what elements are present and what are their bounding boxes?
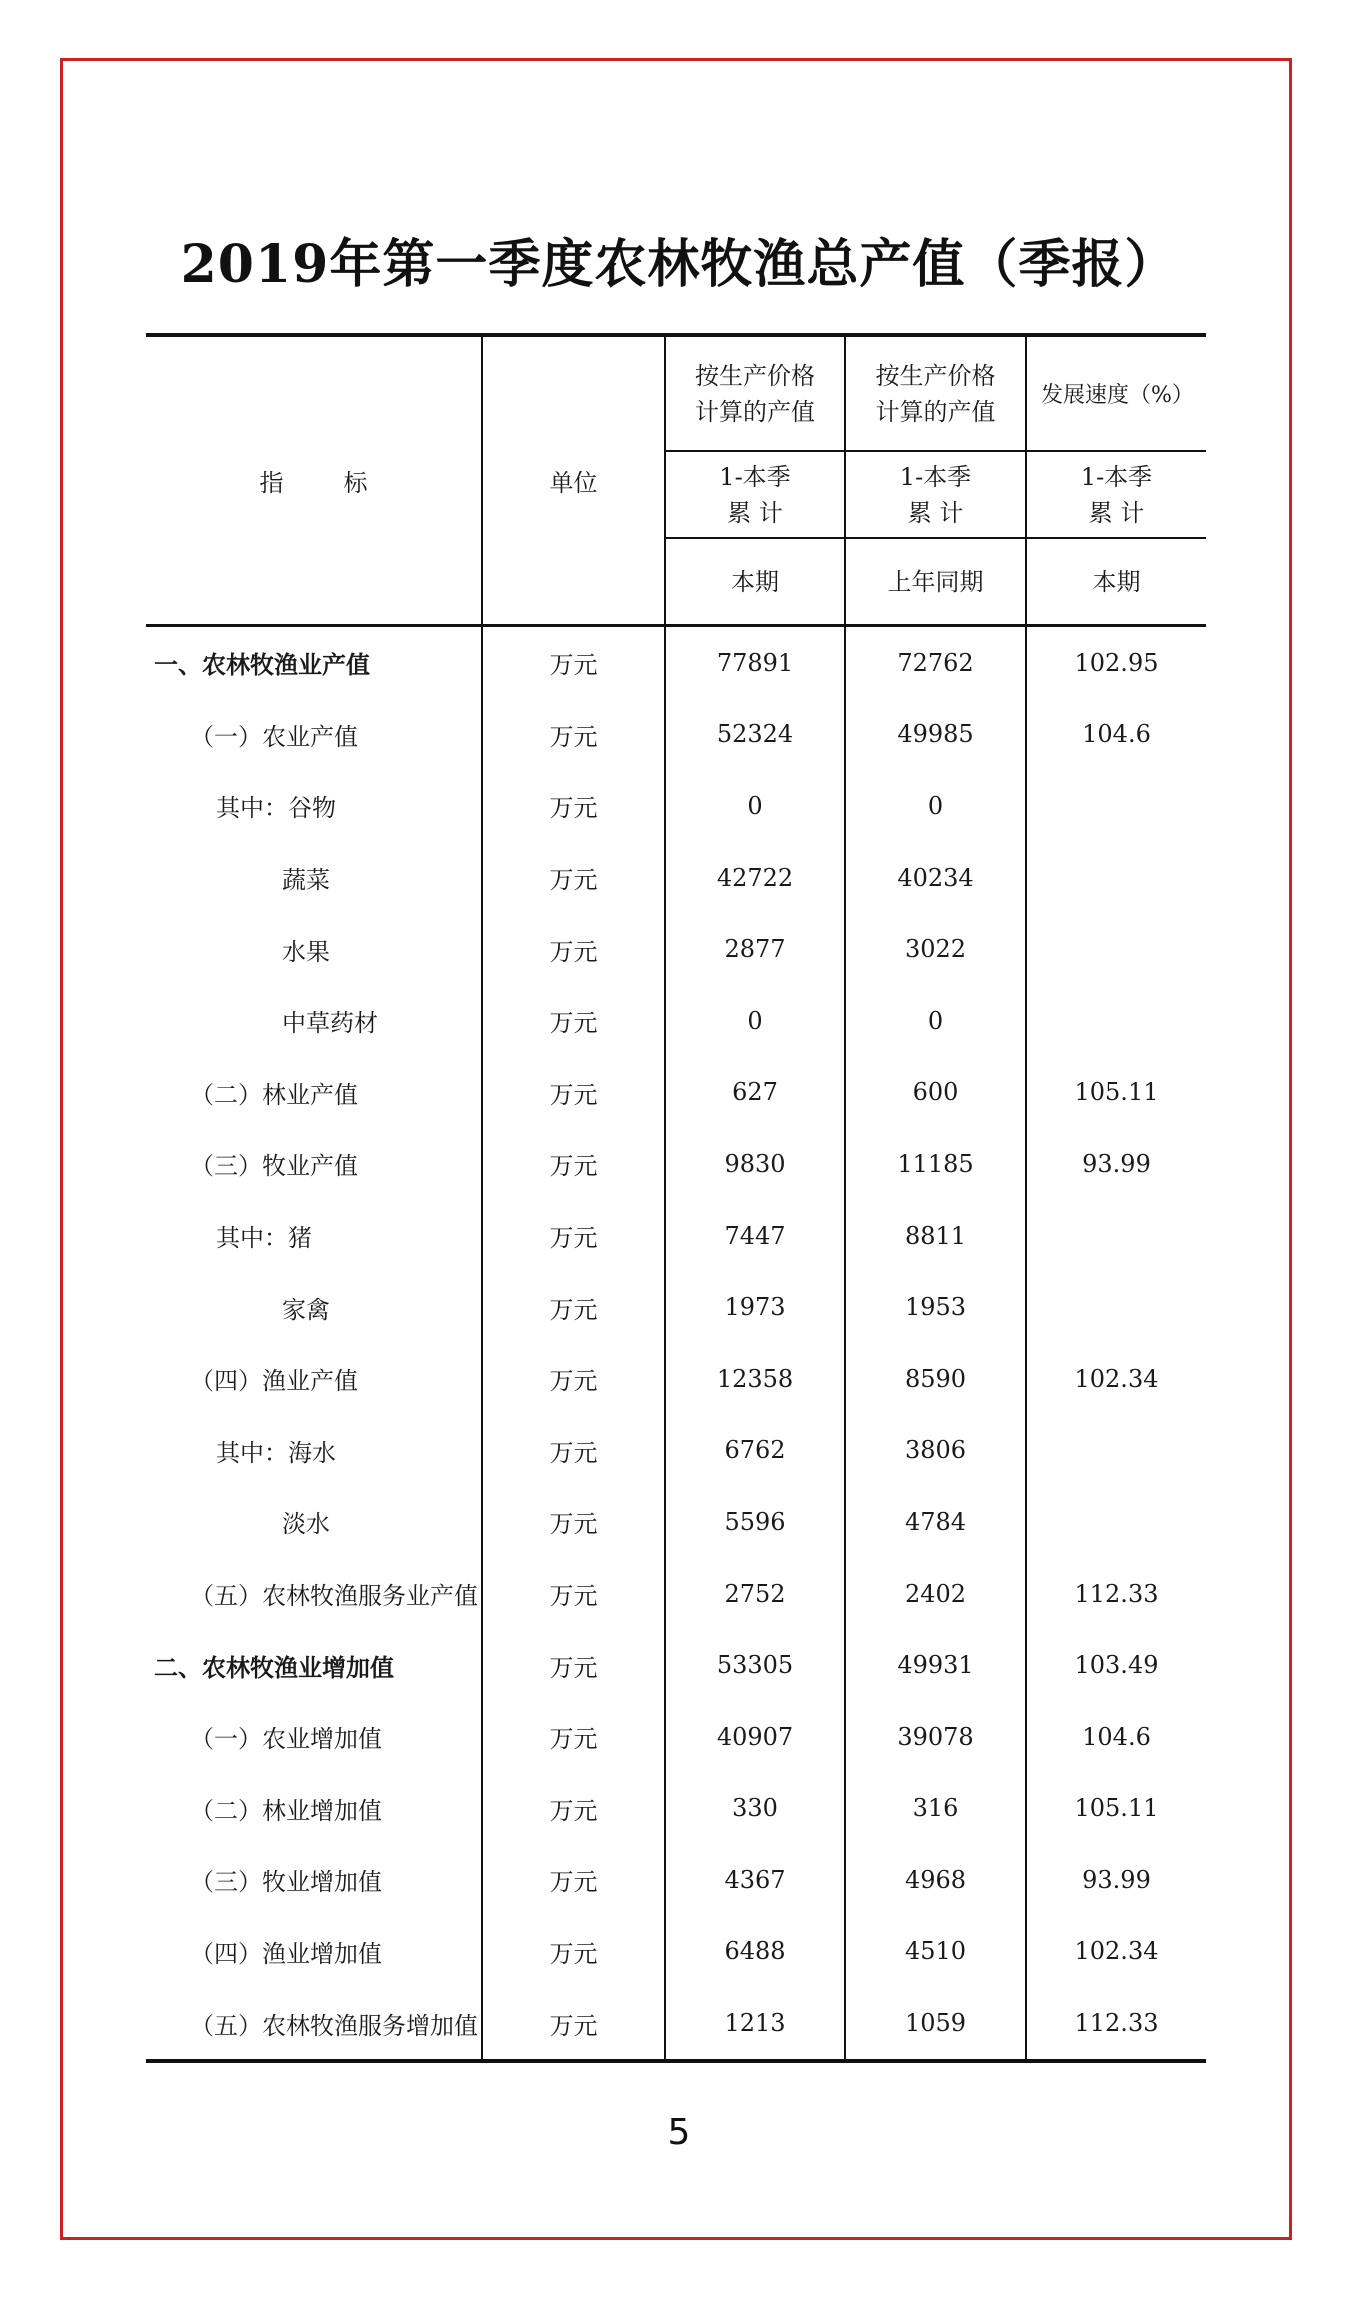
table-row <box>146 1773 1206 1845</box>
table-row <box>146 1701 1206 1773</box>
row-current-value: 52324 <box>665 699 845 771</box>
row-unit: 万元 <box>482 1415 665 1487</box>
header-period-current <box>665 451 845 538</box>
row-growth-rate: 102.34 <box>1026 1343 1206 1415</box>
output-value-table <box>146 333 1206 2063</box>
row-growth-rate: 104.6 <box>1026 1701 1206 1773</box>
header-value-current <box>665 335 845 451</box>
row-growth-rate: 93.99 <box>1026 1128 1206 1200</box>
row-indicator: 一、农林牧渔业产值 <box>154 651 370 680</box>
table-row <box>146 842 1206 914</box>
row-current-value: 7447 <box>665 1200 845 1272</box>
row-previous-value: 0 <box>845 985 1026 1057</box>
row-indicator: （一）农业产值 <box>190 722 358 751</box>
row-indicator: （三）牧业产值 <box>190 1152 358 1181</box>
row-previous-value: 40234 <box>845 842 1026 914</box>
table-header <box>146 335 1206 626</box>
row-indicator: （二）林业产值 <box>190 1080 358 1109</box>
header-sub-previous: 上年同期 <box>845 538 1026 626</box>
row-indicator: 中草药材 <box>282 1009 378 1038</box>
row-growth-rate <box>1026 842 1206 914</box>
row-current-value: 2752 <box>665 1558 845 1630</box>
row-growth-rate <box>1026 1415 1206 1487</box>
row-indicator: 蔬菜 <box>282 866 330 895</box>
row-unit: 万元 <box>482 1987 665 2061</box>
row-unit: 万元 <box>482 770 665 842</box>
header-period-previous-line2: 累 计 <box>907 498 964 527</box>
row-growth-rate: 112.33 <box>1026 1987 1206 2061</box>
row-unit: 万元 <box>482 913 665 985</box>
row-previous-value: 3806 <box>845 1415 1026 1487</box>
header-period-growth-line2: 累 计 <box>1088 498 1145 527</box>
row-current-value: 627 <box>665 1057 845 1129</box>
table-row <box>146 913 1206 985</box>
row-indicator: （四）渔业产值 <box>190 1367 358 1396</box>
row-indicator: 二、农林牧渔业增加值 <box>154 1653 394 1682</box>
row-indicator: （四）渔业增加值 <box>190 1939 382 1968</box>
row-previous-value: 4968 <box>845 1844 1026 1916</box>
row-unit: 万元 <box>482 1844 665 1916</box>
table-row <box>146 1200 1206 1272</box>
table-row <box>146 1844 1206 1916</box>
row-indicator: 其中：谷物 <box>216 794 336 823</box>
row-previous-value: 39078 <box>845 1701 1026 1773</box>
row-current-value: 12358 <box>665 1343 845 1415</box>
table-row <box>146 1415 1206 1487</box>
row-growth-rate: 102.34 <box>1026 1916 1206 1988</box>
row-previous-value: 4510 <box>845 1916 1026 1988</box>
header-value-current-line2: 计算的产值 <box>695 397 815 426</box>
row-growth-rate: 112.33 <box>1026 1558 1206 1630</box>
row-growth-rate <box>1026 1271 1206 1343</box>
row-current-value: 0 <box>665 985 845 1057</box>
row-indicator: 水果 <box>282 937 330 966</box>
row-growth-rate <box>1026 913 1206 985</box>
row-unit: 万元 <box>482 699 665 771</box>
row-growth-rate: 105.11 <box>1026 1057 1206 1129</box>
row-indicator: 淡水 <box>282 1510 330 1539</box>
header-growth-rate: 发展速度（%） <box>1026 335 1206 451</box>
row-indicator: 家禽 <box>282 1295 330 1324</box>
header-value-previous-line2: 计算的产值 <box>875 397 996 426</box>
header-value-previous <box>845 335 1026 451</box>
row-current-value: 2877 <box>665 913 845 985</box>
row-current-value: 0 <box>665 770 845 842</box>
row-unit: 万元 <box>482 1629 665 1701</box>
table-row <box>146 1343 1206 1415</box>
row-current-value: 77891 <box>665 626 845 699</box>
row-current-value: 42722 <box>665 842 845 914</box>
row-growth-rate <box>1026 985 1206 1057</box>
table-row <box>146 1987 1206 2061</box>
header-sub-current: 本期 <box>665 538 845 626</box>
row-unit: 万元 <box>482 1773 665 1845</box>
row-previous-value: 11185 <box>845 1128 1026 1200</box>
header-period-previous-line1: 1-本季 <box>899 462 972 491</box>
row-indicator: （五）农林牧渔服务业产值 <box>190 1582 478 1611</box>
row-indicator: （一）农业增加值 <box>190 1725 382 1754</box>
row-growth-rate <box>1026 1200 1206 1272</box>
row-previous-value: 8590 <box>845 1343 1026 1415</box>
row-growth-rate: 103.49 <box>1026 1629 1206 1701</box>
row-current-value: 1973 <box>665 1271 845 1343</box>
table-row <box>146 1916 1206 1988</box>
page-title: 2019年第一季度农林牧渔总产值（季报） <box>180 234 1178 295</box>
table-row <box>146 626 1206 699</box>
table-row <box>146 1486 1206 1558</box>
header-indicator-char-2: 标 <box>343 469 368 497</box>
table-body <box>146 626 1206 2061</box>
row-current-value: 1213 <box>665 1987 845 2061</box>
row-previous-value: 1953 <box>845 1271 1026 1343</box>
row-growth-rate: 105.11 <box>1026 1773 1206 1845</box>
header-value-current-line1: 按生产价格 <box>695 361 815 390</box>
table-row <box>146 699 1206 771</box>
table-row <box>146 1057 1206 1129</box>
row-current-value: 40907 <box>665 1701 845 1773</box>
row-previous-value: 49985 <box>845 699 1026 771</box>
row-unit: 万元 <box>482 985 665 1057</box>
header-sub-growth: 本期 <box>1026 538 1206 626</box>
header-value-previous-line1: 按生产价格 <box>875 361 996 390</box>
row-previous-value: 3022 <box>845 913 1026 985</box>
row-unit: 万元 <box>482 1916 665 1988</box>
row-growth-rate <box>1026 1486 1206 1558</box>
row-indicator: （二）林业增加值 <box>190 1796 382 1825</box>
header-period-growth <box>1026 451 1206 538</box>
row-current-value: 6488 <box>665 1916 845 1988</box>
row-growth-rate: 104.6 <box>1026 699 1206 771</box>
header-indicator-char-1: 指 <box>259 469 284 497</box>
table-row <box>146 1128 1206 1200</box>
row-previous-value: 49931 <box>845 1629 1026 1701</box>
row-unit: 万元 <box>482 1271 665 1343</box>
header-period-current-line1: 1-本季 <box>719 462 791 491</box>
table-row <box>146 985 1206 1057</box>
row-unit: 万元 <box>482 842 665 914</box>
row-unit: 万元 <box>482 1343 665 1415</box>
row-previous-value: 1059 <box>845 1987 1026 2061</box>
row-previous-value: 72762 <box>845 626 1026 699</box>
row-growth-rate <box>1026 770 1206 842</box>
header-period-growth-line1: 1-本季 <box>1080 462 1153 491</box>
row-previous-value: 600 <box>845 1057 1026 1129</box>
row-current-value: 5596 <box>665 1486 845 1558</box>
row-previous-value: 0 <box>845 770 1026 842</box>
row-previous-value: 8811 <box>845 1200 1026 1272</box>
row-unit: 万元 <box>482 1200 665 1272</box>
row-indicator: （三）牧业增加值 <box>190 1868 382 1897</box>
row-previous-value: 316 <box>845 1773 1026 1845</box>
row-indicator: 其中：海水 <box>216 1438 336 1467</box>
row-unit: 万元 <box>482 1701 665 1773</box>
header-period-previous <box>845 451 1026 538</box>
row-unit: 万元 <box>482 1128 665 1200</box>
table-row <box>146 1271 1206 1343</box>
row-previous-value: 2402 <box>845 1558 1026 1630</box>
table-row <box>146 1629 1206 1701</box>
row-previous-value: 4784 <box>845 1486 1026 1558</box>
row-current-value: 9830 <box>665 1128 845 1200</box>
row-current-value: 330 <box>665 1773 845 1845</box>
page-number: 5 <box>667 2112 691 2153</box>
row-growth-rate: 102.95 <box>1026 626 1206 699</box>
row-growth-rate: 93.99 <box>1026 1844 1206 1916</box>
table-row <box>146 770 1206 842</box>
row-indicator: （五）农林牧渔服务增加值 <box>146 1987 482 2061</box>
row-unit: 万元 <box>482 626 665 699</box>
row-indicator: 其中：猪 <box>216 1224 312 1253</box>
row-unit: 万元 <box>482 1558 665 1630</box>
row-unit: 万元 <box>482 1057 665 1129</box>
row-unit: 万元 <box>482 1486 665 1558</box>
row-current-value: 6762 <box>665 1415 845 1487</box>
header-indicator <box>146 335 482 626</box>
header-unit: 单位 <box>482 335 665 626</box>
header-period-current-line2: 累 计 <box>727 498 783 527</box>
table-row <box>146 1558 1206 1630</box>
row-current-value: 53305 <box>665 1629 845 1701</box>
row-current-value: 4367 <box>665 1844 845 1916</box>
